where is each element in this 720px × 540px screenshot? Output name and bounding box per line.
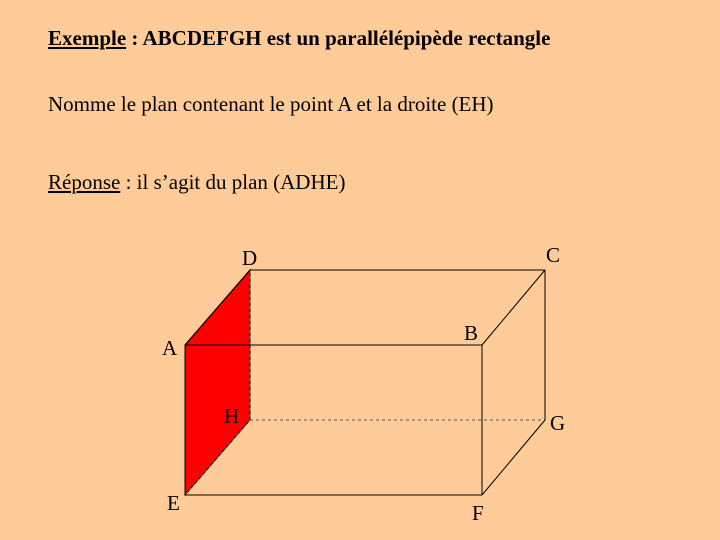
vertex-label-g: G: [550, 411, 566, 435]
vertex-label-h: H: [224, 404, 240, 428]
vertex-label-a: A: [162, 336, 178, 360]
plane-adhe: [185, 270, 250, 495]
vertex-label-f: F: [472, 501, 484, 525]
answer-prefix: Réponse: [48, 170, 121, 194]
question-text: Nomme le plan contenant le point A et la droite (EH): [48, 92, 494, 116]
vertex-label-c: C: [546, 243, 561, 267]
answer-rest: : il s’agit du plan (ADHE): [120, 170, 346, 194]
vertex-label-b: B: [464, 321, 479, 345]
edge-fg: [482, 420, 545, 495]
example-title-prefix: Exemple: [48, 26, 127, 50]
edge-cb: [482, 270, 545, 345]
vertex-label-d: D: [242, 246, 258, 270]
example-title-rest: : ABCDEFGH est un parallélépipède rectangle: [126, 26, 551, 50]
vertex-label-e: E: [167, 491, 180, 515]
